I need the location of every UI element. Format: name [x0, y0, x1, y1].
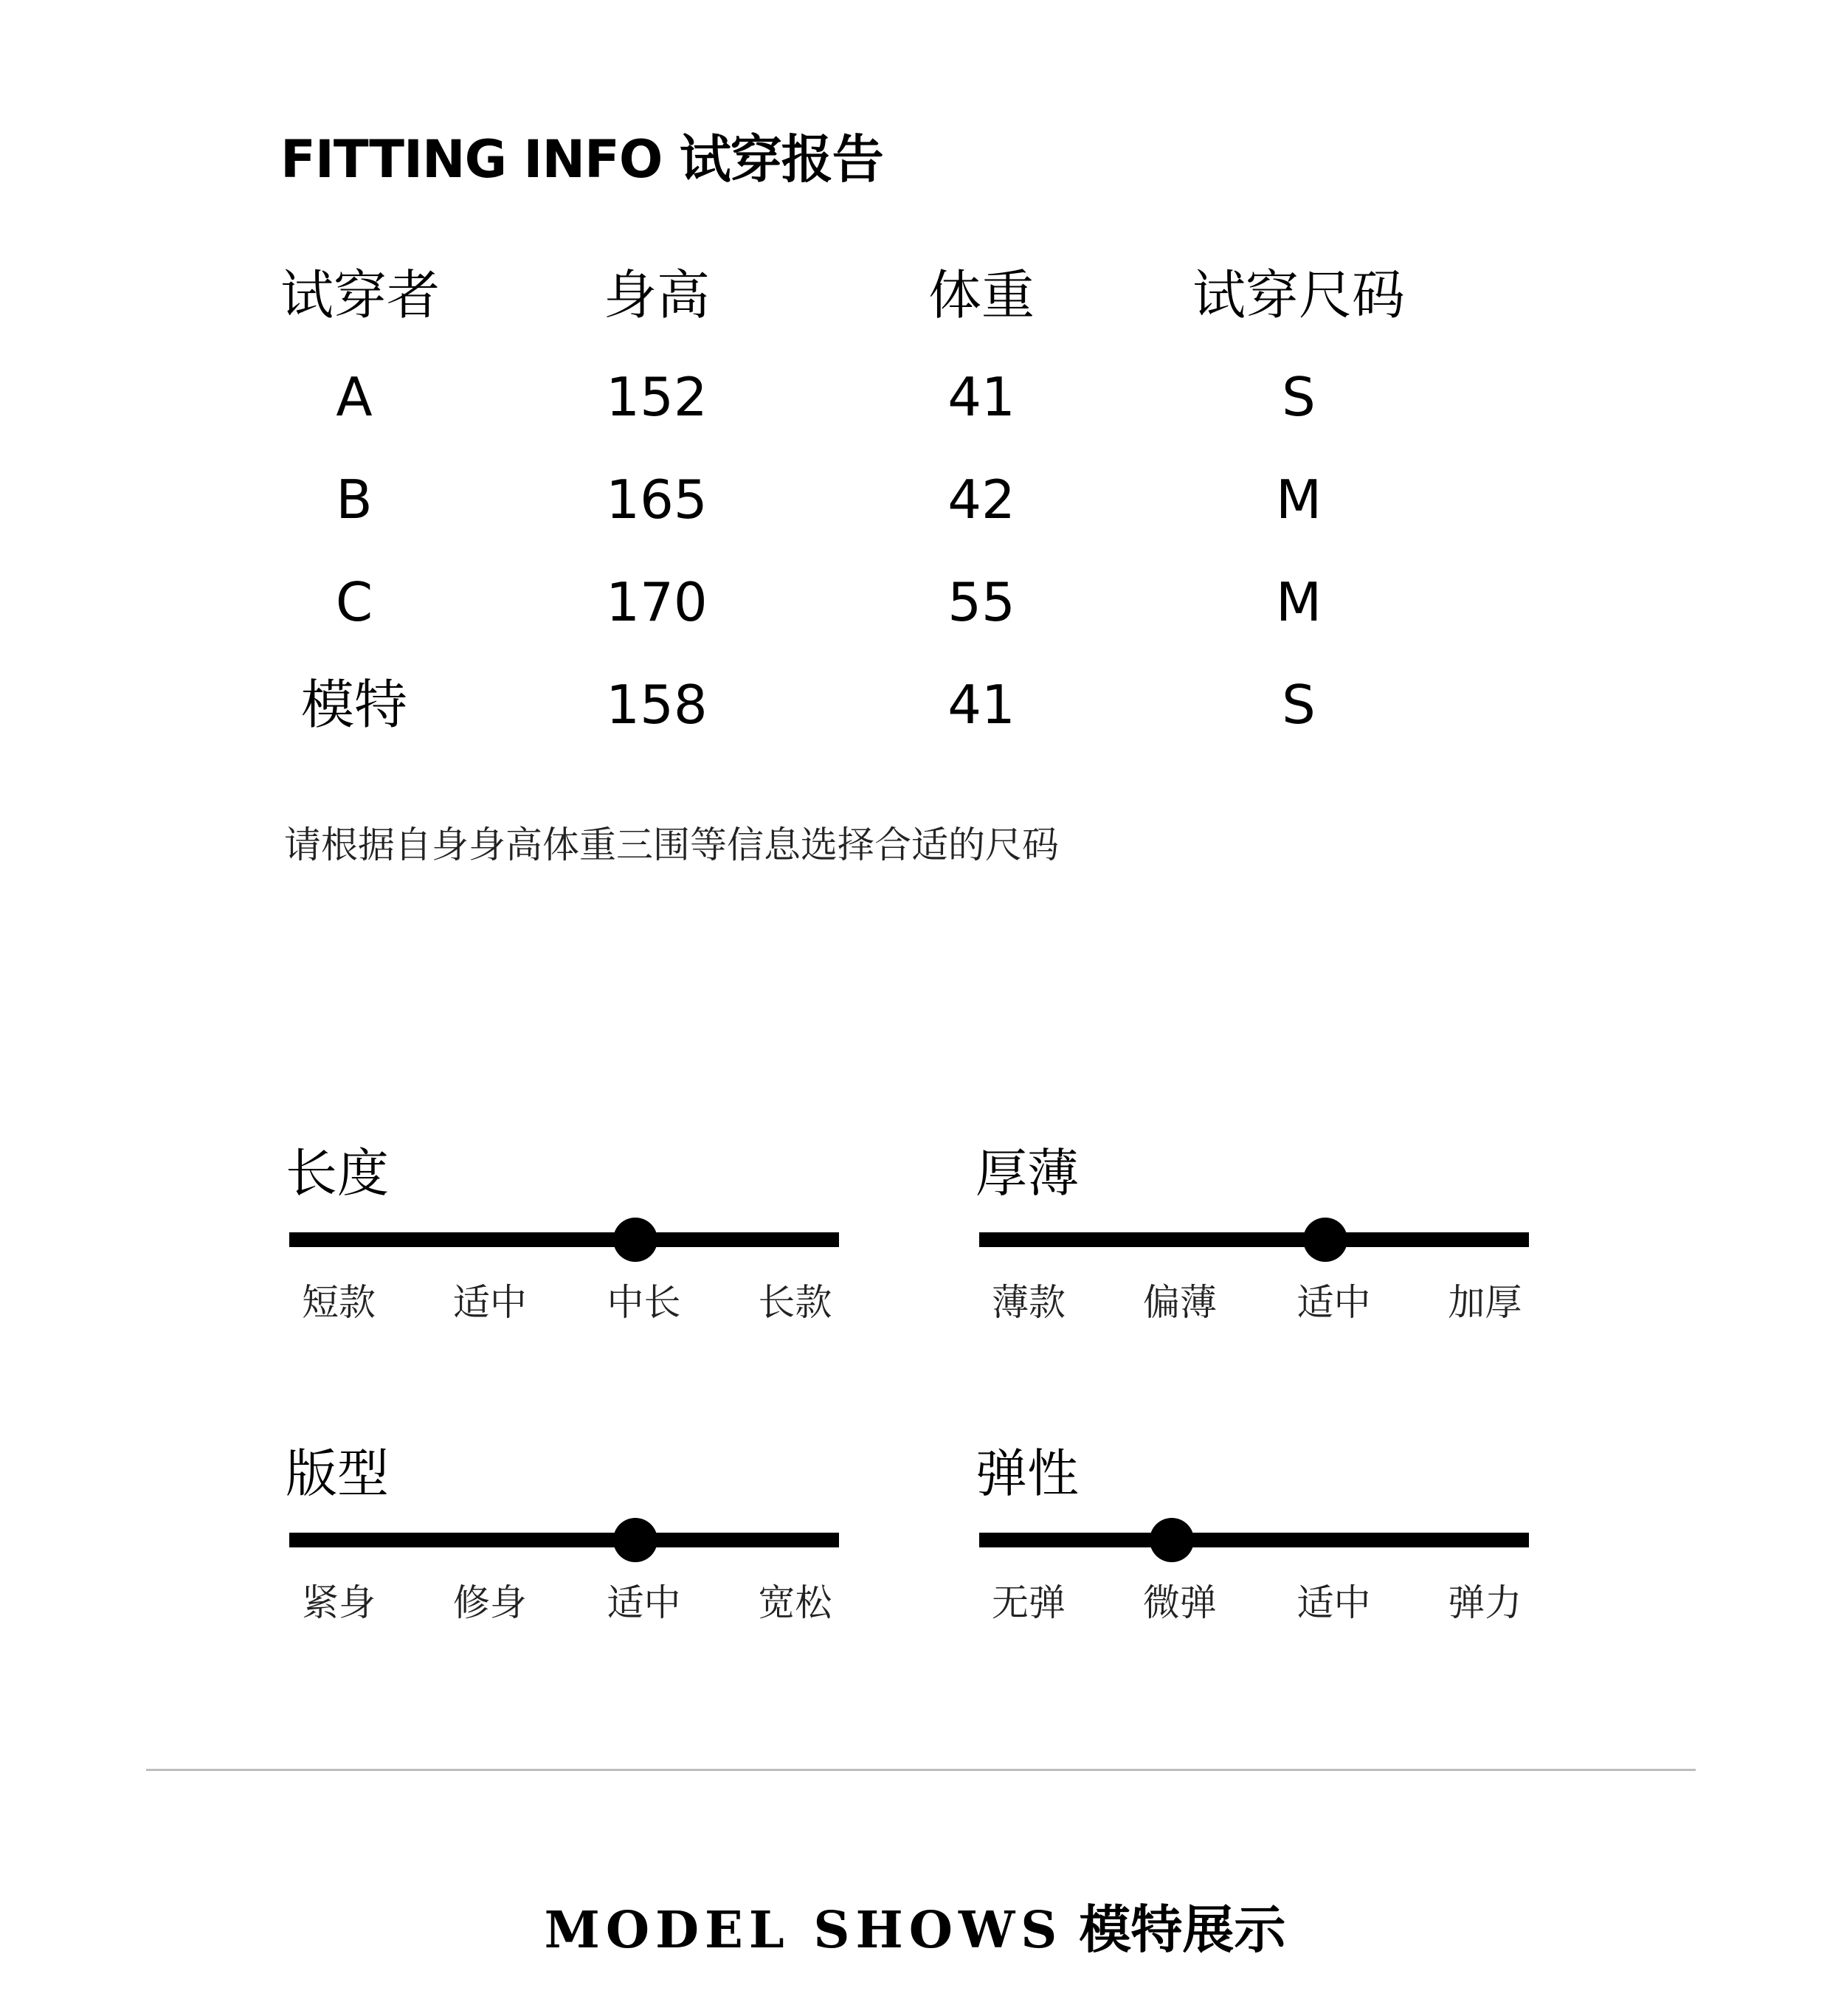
scale-label: 适中 [1296, 1281, 1371, 1324]
scale-track [289, 1232, 839, 1247]
scale-title: 长度 [286, 1143, 389, 1204]
table-cell-tester: C [335, 571, 373, 633]
scale-title: 弹性 [976, 1443, 1079, 1504]
table-cell-size: S [1282, 674, 1316, 736]
scale-labels [979, 1577, 1529, 1636]
table-cell-weight: 41 [947, 674, 1015, 736]
scale-label: 长款 [758, 1281, 832, 1324]
table-cell-size: S [1282, 366, 1316, 428]
model-shows-heading [0, 1893, 1830, 1981]
size-advice-note: 请根据自身身高体重三围等信息选择合适的尺码 [284, 824, 1059, 866]
header-weight: 体重 [928, 264, 1035, 326]
scale-label: 适中 [452, 1281, 527, 1324]
table-cell-weight: 41 [947, 366, 1015, 428]
scale-track [979, 1533, 1529, 1547]
table-cell-height: 165 [606, 469, 708, 531]
scale-indicator [613, 1218, 657, 1262]
header-size: 试穿尺码 [1192, 264, 1405, 326]
scale-label: 微弹 [1142, 1581, 1217, 1624]
scale-label: 加厚 [1448, 1281, 1522, 1324]
table-cell-size: M [1275, 571, 1322, 633]
scale-label: 偏薄 [1142, 1281, 1217, 1324]
scale-label: 薄款 [992, 1281, 1066, 1324]
scale-track [289, 1533, 839, 1547]
table-cell-tester: B [336, 469, 373, 531]
scale-fit [282, 1440, 843, 1662]
scale-label: 适中 [607, 1581, 681, 1624]
scale-indicator [1150, 1518, 1194, 1562]
table-cell-height: 152 [606, 366, 708, 428]
scale-indicator [613, 1518, 657, 1562]
model-shows-heading-zh: 模特展示 [1079, 1899, 1286, 1960]
scale-length [282, 1140, 843, 1361]
scale-labels [289, 1577, 839, 1636]
page-title: FITTING INFO 试穿报告 [280, 129, 883, 190]
header-height: 身高 [603, 264, 710, 326]
scale-label: 修身 [452, 1581, 527, 1624]
scale-labels [289, 1277, 839, 1336]
table-cell-height: 170 [606, 571, 708, 633]
table-cell-weight: 42 [947, 469, 1015, 531]
scale-label: 紧身 [302, 1581, 376, 1624]
scale-label: 中长 [607, 1281, 681, 1324]
scale-label: 短款 [302, 1281, 376, 1324]
section-divider [146, 1769, 1696, 1771]
scale-label: 弹力 [1448, 1581, 1522, 1624]
scale-title: 厚薄 [976, 1143, 1079, 1204]
scale-indicator [1303, 1218, 1347, 1262]
scale-title: 版型 [286, 1443, 389, 1504]
table-cell-weight: 55 [947, 571, 1015, 633]
table-cell-height: 158 [606, 674, 708, 736]
scale-label: 无弹 [992, 1581, 1066, 1624]
table-cell-tester: A [336, 366, 373, 428]
scale-elasticity [972, 1440, 1533, 1662]
scale-track [979, 1232, 1529, 1247]
scale-label: 适中 [1296, 1581, 1371, 1624]
table-cell-tester: 模特 [300, 674, 407, 736]
model-shows-heading-en: MODEL SHOWS [544, 1901, 1063, 1960]
scale-thickness [972, 1140, 1533, 1361]
scale-labels [979, 1277, 1529, 1336]
table-cell-size: M [1275, 469, 1322, 531]
scale-label: 宽松 [758, 1581, 832, 1624]
header-tester: 试穿者 [280, 264, 441, 326]
